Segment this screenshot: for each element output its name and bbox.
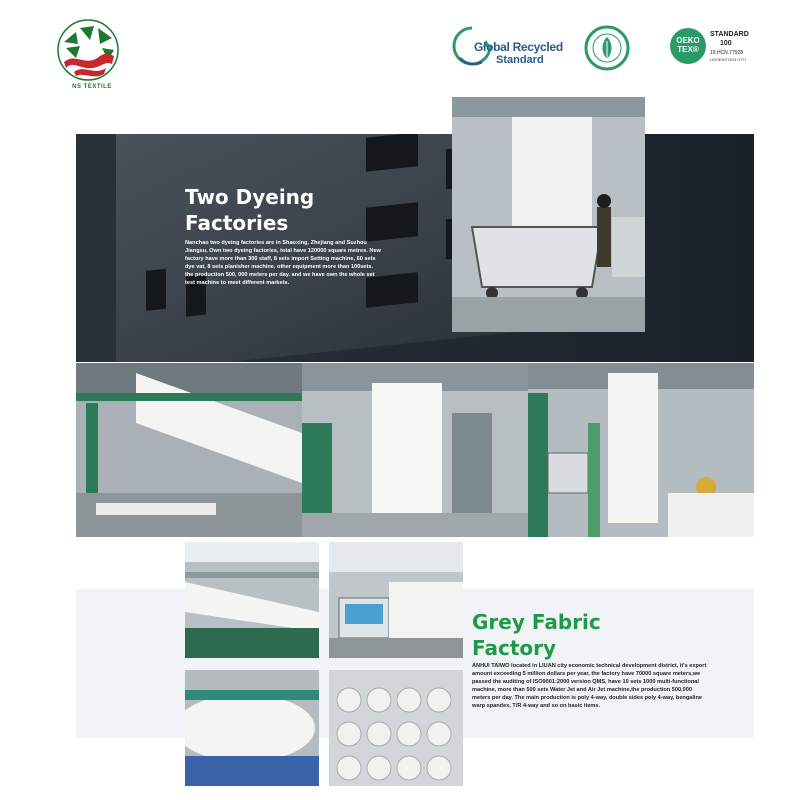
dyeing-machine-photo-1 xyxy=(76,363,302,537)
grey-fabric-section-title xyxy=(472,609,732,661)
grey-title-line2: Factory xyxy=(472,636,557,660)
logo-globe-icon xyxy=(56,18,120,82)
oeko-tex-badge xyxy=(670,28,770,68)
organic-100-content-standard-seal-icon xyxy=(584,25,630,71)
grey-fabric-photo-4 xyxy=(329,670,463,786)
oeko-tex-seal xyxy=(670,28,706,64)
dyeing-section-title xyxy=(185,184,385,236)
oeko-standard-number: 100 xyxy=(720,40,732,47)
grey-fabric-photo-3 xyxy=(185,670,319,786)
dyeing-workshop-photo xyxy=(452,97,645,332)
dyeing-section-background xyxy=(76,134,754,362)
grey-fabric-photo-2 xyxy=(329,542,463,658)
dyeing-machine-photo-3 xyxy=(528,363,754,537)
dyeing-title-line2: Factories xyxy=(185,211,289,235)
dyeing-section-description: Nanchao two dyeing factories are in Shaoxing, Zhejiang and Suzhou Jiangsu, Own two dyeing factories, total have 120000 square metres. New factory have more than 300 staff, 8 sets import Setting machine, 60 sets dye vat, 8 sets planisher machine, other equipment more than 100sets. the production 500, 000 meters per day. and we have own the whole set test machine to meet different markets. xyxy=(185,240,381,286)
grey-title-line1: Grey Fabric xyxy=(472,610,601,634)
logo-text: NS TEXTILE xyxy=(72,84,112,90)
oeko-certificate-code: 19.HCN.77928 xyxy=(710,50,744,56)
oeko-standard-label: STANDARD xyxy=(710,31,749,38)
grey-fabric-section-description: ANHUI TAIWO located in LIUAN city economic technical development district, it's export amount exceeding 5 million dollars per year, the factory have 70000 square meters,we passed the auditing of ISO9001:2000 version QMS, have 10 sets 1000 multi-functional machine, more than 500 sets Water Jet and Air Jet machine,the production 500,000 meters per day. The main production is poly 4-way, double sides poly 4-way, bengaline warp spandex, T/R 4-way and so on basic items. xyxy=(472,663,707,709)
dyeing-title-line1: Two Dyeing xyxy=(185,185,315,209)
grs-line1: Global Recycled xyxy=(474,40,563,54)
oeko-label-line2: TEX® xyxy=(677,45,699,54)
global-recycled-standard-badge xyxy=(452,24,564,70)
grey-fabric-photo-1 xyxy=(185,542,319,658)
organic-content-standard-badge xyxy=(584,25,630,71)
company-logo xyxy=(56,18,120,82)
grs-line2: Standard xyxy=(496,54,544,66)
dyeing-machine-photo-2 xyxy=(302,363,528,537)
oeko-institute: HOHENSTEIN HTTI xyxy=(710,57,747,62)
oeko-label-line1: OEKO xyxy=(676,36,700,45)
